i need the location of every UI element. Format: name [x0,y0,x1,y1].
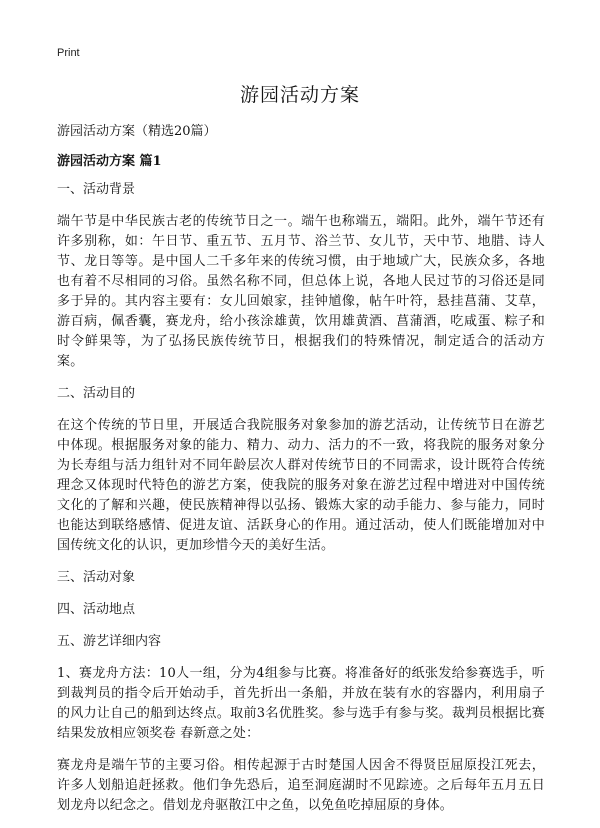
chapter-title: 游园活动方案 篇1 [57,154,162,169]
section-heading-location: 四、活动地点 [57,602,136,617]
paragraph-background: 端午节是中华民族古老的传统节日之一。端午也称端五，端阳。此外，端午节还有许多别称，如：午日节、重五节、五月节、浴兰节、女儿节，天中节、地腊、诗人节、龙日等等。是中国人二千多年来的传统习惯，由于地域广大，民族众多，各地也有着不尽相同的习俗。虽然名称不同，但总体上说，各地人民过节的习俗还是同多于异的。其内容主要有：女儿回娘家，挂钟馗像，帖午叶符，悬挂菖蒲、艾草，游百病，佩香囊，赛龙舟，给小孩涂雄黄，饮用雄黄酒、菖蒲酒，吃咸蛋、粽子和时令鲜果等，为了弘扬民族传统节日，根据我们的特殊情况，制定适合的活动方案。 [57,214,545,369]
document-subtitle: 游园活动方案（精选20篇） [57,124,217,139]
print-link[interactable]: Print [57,47,80,59]
paragraph-purpose: 在这个传统的节日里，开展适合我院服务对象参加的游艺活动，让传统节日在游艺中体现。根据服务对象的能力、精力、动力、活力的不一致，将我院的服务对象分为长寿组与活力组针对不同年龄层次人群对传统节日的不同需求，设计既符合传统理念又体现时代特色的游艺方案，使我院的服务对象在游艺过程中增进对中国传统文化的了解和兴趣，使民族精神得以弘扬、锻炼大家的动手能力、参与能力，同时也能达到联络感情、促进友谊、活跃身心的作用。通过活动，使人们既能增加对中国传统文化的认识，更加珍惜今天的美好生活。 [57,418,545,553]
paragraph-dragon-boat-method: 1、赛龙舟方法：10人一组，分为4组参与比赛。将准备好的纸张发给参赛选手，听到裁判员的指令后开始动手，首先折出一条船，并放在装有水的容器内，利用扇子的风力让自己的船到达终点。取前3名优胜奖。参与选手有参与奖。裁判员根据比赛结果发放相应领奖卷 春新意之处： [57,666,545,741]
document-body [57,122,545,828]
paragraph-dragon-boat-origin: 赛龙舟是端午节的主要习俗。相传起源于古时楚国人因舍不得贤臣屈原投江死去，许多人划船追赶拯救。他们争先恐后，追至洞庭湖时不见踪迹。之后每年五月五日划龙舟以纪念之。借划龙舟驱散江中之鱼，以免鱼吃掉屈原的身体。 [57,758,545,813]
section-heading-background: 一、活动背景 [57,182,136,197]
document-title: 游园活动方案 [239,84,360,106]
section-heading-details: 五、游艺详细内容 [57,634,162,649]
section-heading-target: 三、活动对象 [57,570,136,585]
section-heading-purpose: 二、活动目的 [57,386,136,401]
